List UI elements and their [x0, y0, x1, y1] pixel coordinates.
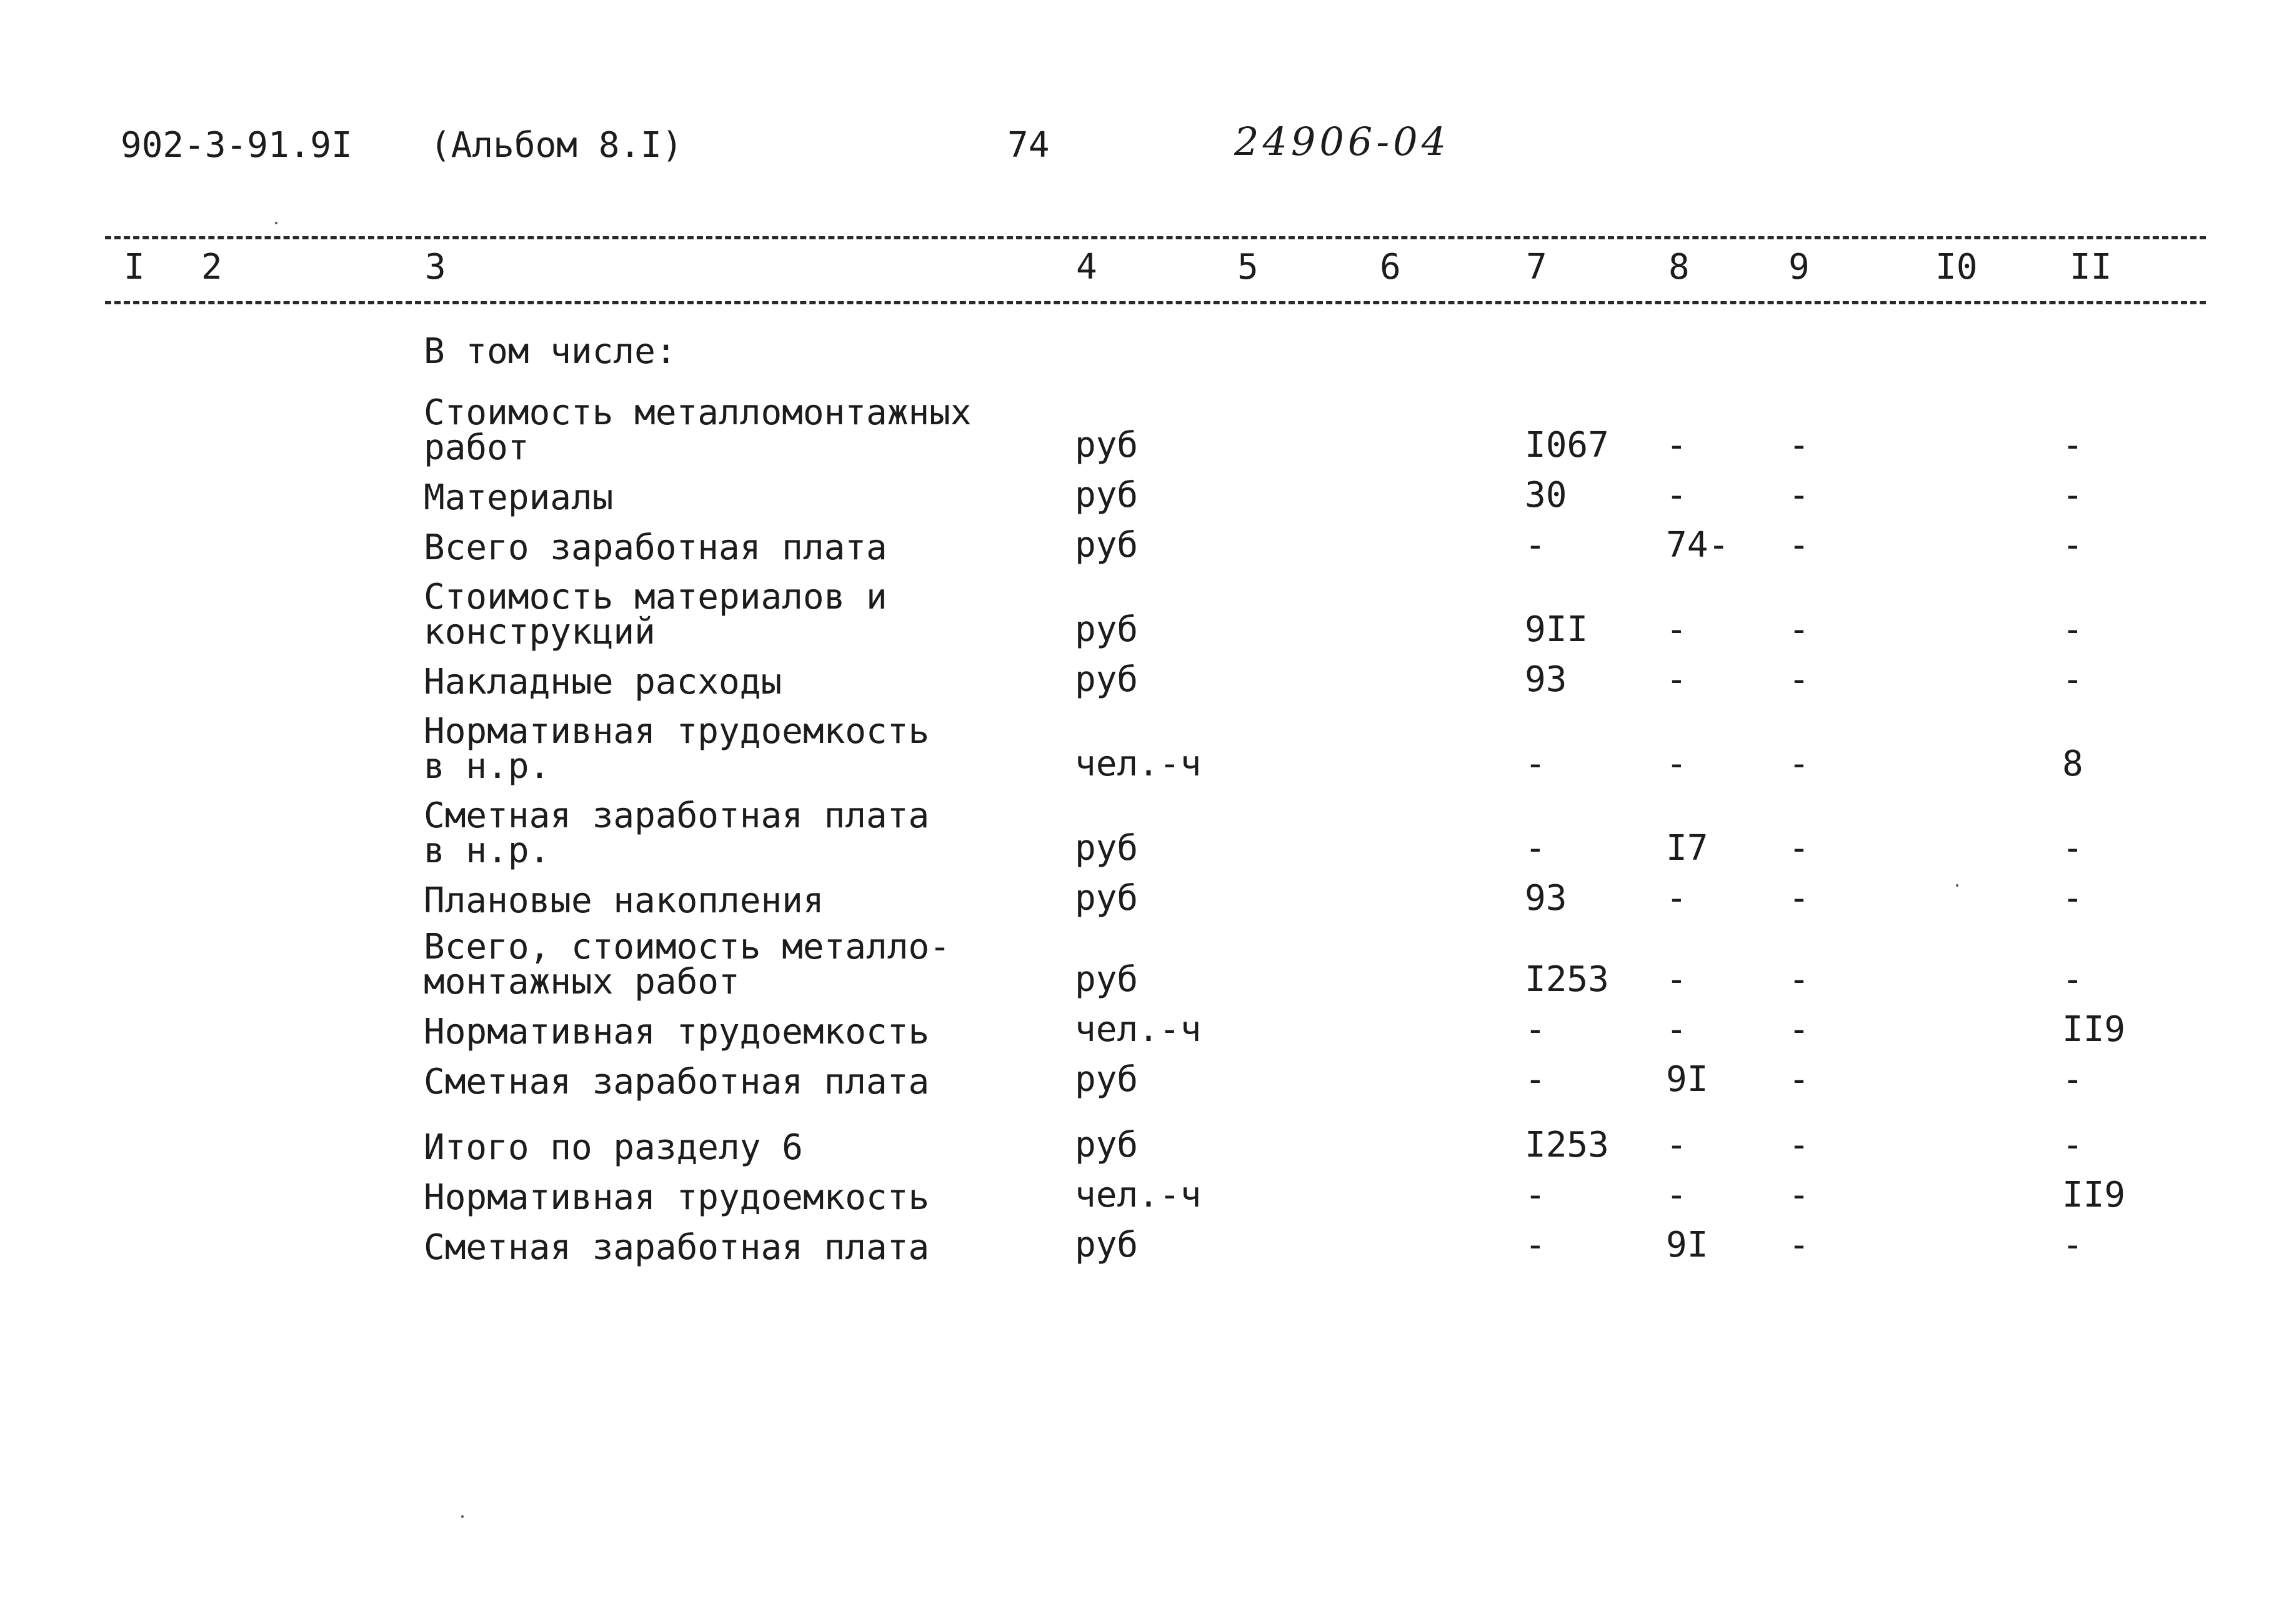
cell-col-7: - — [1525, 1009, 1546, 1050]
cell-col-11: - — [2062, 1059, 2083, 1100]
cell-col-11: - — [2062, 1225, 2083, 1265]
cell-col-8: - — [1666, 659, 1687, 700]
row-unit: руб — [1075, 525, 1139, 565]
cell-col-11: - — [2062, 475, 2083, 516]
cell-col-9: - — [1788, 1125, 1810, 1165]
cell-col-11: - — [2062, 525, 2083, 565]
column-number-8: 8 — [1668, 247, 1690, 287]
page-number: 74 — [1007, 125, 1050, 166]
cell-col-11: II9 — [2062, 1009, 2126, 1050]
row-unit: руб — [1075, 659, 1139, 700]
cell-col-7: - — [1525, 1175, 1546, 1215]
row-unit: руб — [1075, 609, 1139, 650]
cell-col-8: 74- — [1666, 525, 1730, 565]
header-top-rule — [105, 236, 2206, 239]
row-unit: руб — [1075, 828, 1139, 869]
row-unit: руб — [1075, 878, 1139, 919]
cell-col-8: - — [1666, 744, 1687, 784]
description-line: Материалы — [424, 477, 614, 518]
row-description — [424, 711, 930, 787]
row-description — [424, 662, 782, 702]
row-unit: руб — [1075, 1059, 1139, 1100]
cell-col-11: - — [2062, 425, 2083, 466]
cell-col-9: - — [1788, 959, 1810, 1000]
row-unit: руб — [1075, 1125, 1139, 1165]
cell-col-9: - — [1788, 1225, 1810, 1265]
cell-col-8: - — [1666, 959, 1687, 1000]
cell-col-8: - — [1666, 878, 1687, 919]
cell-col-8: 9I — [1666, 1225, 1708, 1265]
description-line: Сметная заработная плата — [424, 795, 930, 836]
cell-col-11: - — [2062, 609, 2083, 650]
cell-col-7: 93 — [1525, 878, 1567, 919]
row-description — [424, 1227, 930, 1268]
table-row — [0, 478, 2289, 568]
cell-col-7: - — [1525, 828, 1546, 869]
description-line: в н.р. — [424, 746, 551, 787]
description-line: Стоимость металломонтажных — [424, 392, 972, 433]
table-row — [0, 697, 2289, 787]
handwritten-inventory-number: 24906-04 — [1234, 119, 1450, 164]
cell-col-8: - — [1666, 1125, 1687, 1165]
column-number-10: I0 — [1935, 247, 1978, 287]
cell-col-9: - — [1788, 525, 1810, 565]
cell-col-7: I253 — [1525, 1125, 1609, 1165]
cell-col-8: - — [1666, 609, 1687, 650]
scan-speck — [275, 222, 277, 224]
table-row — [0, 612, 2289, 700]
table-row — [0, 831, 2289, 919]
cell-col-9: - — [1788, 744, 1810, 784]
row-unit: руб — [1075, 475, 1139, 516]
column-number-5: 5 — [1237, 247, 1259, 287]
cell-col-7: 93 — [1525, 659, 1567, 700]
column-number-1: I — [124, 247, 145, 287]
row-unit: руб — [1075, 1225, 1139, 1265]
cell-col-11: - — [2062, 1125, 2083, 1165]
column-number-7: 7 — [1526, 247, 1547, 287]
description-line: в н.р. — [424, 830, 551, 871]
description-line: Всего, стоимость металло- — [424, 927, 950, 967]
column-number-9: 9 — [1788, 247, 1810, 287]
row-description — [424, 527, 887, 568]
description-line: работ — [424, 427, 529, 468]
cell-col-9: - — [1788, 659, 1810, 700]
cell-col-8: - — [1666, 425, 1687, 466]
cell-col-11: - — [2062, 959, 2083, 1000]
row-unit: руб — [1075, 959, 1139, 1000]
cell-col-9: - — [1788, 609, 1810, 650]
row-unit: чел.-ч — [1075, 1009, 1202, 1050]
cell-col-8: - — [1666, 475, 1687, 516]
scan-speck — [1956, 884, 1958, 887]
header-bottom-rule — [105, 301, 2206, 304]
column-number-3: 3 — [425, 247, 446, 287]
cell-col-11: - — [2062, 659, 2083, 700]
column-number-6: 6 — [1380, 247, 1401, 287]
cell-col-11: - — [2062, 828, 2083, 869]
description-line: Нормативная трудоемкость — [424, 711, 930, 752]
cell-col-9: - — [1788, 1059, 1810, 1100]
row-unit: руб — [1075, 425, 1139, 466]
cell-col-7: - — [1525, 744, 1546, 784]
scan-speck — [461, 1515, 464, 1518]
album-label: (Альбом 8.I) — [430, 125, 683, 166]
cell-col-7: - — [1525, 1059, 1546, 1100]
cell-col-7: 9II — [1525, 609, 1588, 650]
cell-col-7: 30 — [1525, 475, 1567, 516]
cell-col-9: - — [1788, 1009, 1810, 1050]
cell-col-11: II9 — [2062, 1175, 2126, 1215]
document-code: 902-3-91.9I — [121, 125, 352, 166]
column-number-2: 2 — [201, 247, 222, 287]
description-line: Накладные расходы — [424, 662, 782, 702]
cell-col-9: - — [1788, 475, 1810, 516]
cell-col-9: - — [1788, 878, 1810, 919]
section-label: В том числе: — [424, 331, 677, 372]
cell-col-9: - — [1788, 1175, 1810, 1215]
cell-col-7: - — [1525, 1225, 1546, 1265]
column-number-11: II — [2070, 247, 2112, 287]
description-line: Нормативная трудоемкость — [424, 1012, 930, 1052]
description-line: Сметная заработная плата — [424, 1062, 930, 1102]
cell-col-8: - — [1666, 1009, 1687, 1050]
table-row — [0, 1178, 2289, 1268]
row-unit: чел.-ч — [1075, 744, 1202, 784]
description-line: Сметная заработная плата — [424, 1227, 930, 1268]
column-number-4: 4 — [1076, 247, 1097, 287]
row-unit: чел.-ч — [1075, 1175, 1202, 1215]
description-line: Плановые накопления — [424, 880, 824, 921]
description-line: Всего заработная плата — [424, 527, 887, 568]
cell-col-8: - — [1666, 1175, 1687, 1215]
description-line: монтажных работ — [424, 962, 740, 1002]
description-line: Итого по разделу 6 — [424, 1127, 803, 1168]
cell-col-7: I253 — [1525, 959, 1609, 1000]
cell-col-9: - — [1788, 828, 1810, 869]
description-line: конструкций — [424, 612, 656, 652]
cell-col-9: - — [1788, 425, 1810, 466]
cell-col-11: 8 — [2062, 744, 2083, 784]
cell-col-7: I067 — [1525, 425, 1609, 466]
cell-col-11: - — [2062, 878, 2083, 919]
cell-col-7: - — [1525, 525, 1546, 565]
cell-col-8: 9I — [1666, 1059, 1708, 1100]
cell-col-8: I7 — [1666, 828, 1708, 869]
description-line: Стоимость материалов и — [424, 577, 887, 617]
description-line: Нормативная трудоемкость — [424, 1177, 930, 1218]
